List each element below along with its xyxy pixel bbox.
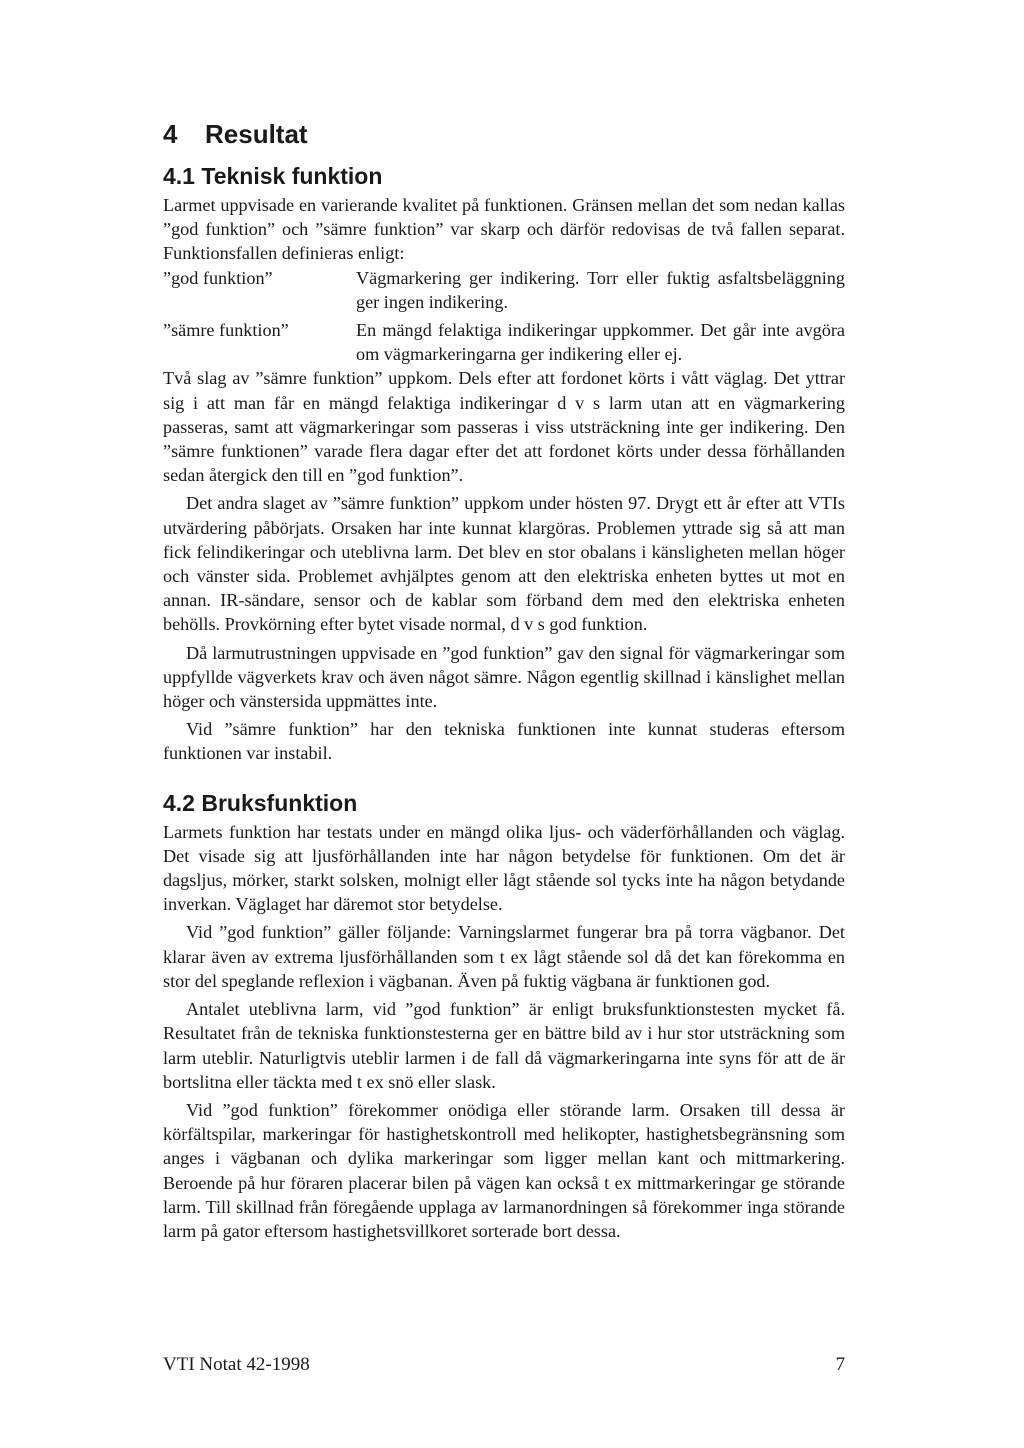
chapter-title: Resultat: [205, 119, 308, 149]
body-paragraph: Vid ”god funktion” förekommer onödiga eller störande larm. Orsaken till dessa är körfältspilar, markeringar för hastighetskontroll med helikopter, hastighetsbegränsning som anges i vägbanan och dylika markeringar som ligger mellan kant och mittmarkering. Beroende på hur föraren placerar bilen på vägen kan också t ex mittmarkeringar ge störande larm. Till skillnad från föregående upplaga av larmanordningen så förekommer inga störande larm på gator eftersom hastighetsvillkoret sorterade bort dessa.: [163, 1099, 845, 1241]
definition-item: [163, 266, 845, 314]
body-paragraph: Larmets funktion har testats under en mängd olika ljus- och väderförhållanden och väglag. Det visade sig att ljusförhållanden inte har någon betydelse för funktionen. Om det är dagsljus, mörker, starkt solsken, molnigt eller lågt stående sol tycks inte ha någon betydande inverkan. Väglaget har däremot stor betydelse.: [163, 821, 845, 915]
section-heading-4-2: 4.2 Bruksfunktion: [163, 789, 358, 816]
definition-term: ”god funktion”: [163, 267, 273, 288]
body-paragraph: Vid ”sämre funktion” har den tekniska funktionen inte kunnat studeras eftersom funktionen var instabil.: [163, 719, 845, 764]
definition-item: [163, 318, 845, 366]
page-number: 7: [835, 1354, 845, 1375]
chapter-heading: [163, 117, 845, 151]
definition-term: ”sämre funktion”: [163, 320, 289, 341]
page-footer: [163, 1352, 845, 1378]
page-content: [163, 117, 845, 1243]
body-paragraph: Vid ”god funktion” gäller följande: Varningslarmet fungerar bra på torra vägbanor. Det klarar även av extrema ljusförhållanden som t ex lågt stående sol då det kan förekomma en stor del speglande reflexion i vägbanan. Även på fuktig vägbana är funktionen god.: [163, 922, 845, 991]
body-paragraph: Då larmutrustningen uppvisade en ”god funktion” gav den signal för vägmarkeringar som uppfyllde vägverkets krav och även något sämre. Någon egentlig skillnad i känslighet mellan höger och vänstersida uppmättes inte.: [163, 642, 845, 712]
body-paragraph: Antalet uteblivna larm, vid ”god funktion” är enligt bruksfunktionstesten mycket få. Resultatet från de tekniska funktionstesterna ger en bättre bild av i hur stor utsträckning som larm uteblir. Naturligtvis uteblir larmen i de fall då vägmarkeringarna inte syns för att de är bortslitna eller täckta med t ex snö eller slask.: [163, 999, 845, 1092]
section-heading-4-1: 4.1 Teknisk funktion: [163, 163, 383, 189]
definition-list: [163, 266, 845, 367]
definition-description: En mängd felaktiga indikeringar uppkommer. Det går inte avgöra om vägmarkeringarna ger indikering eller ej.: [356, 320, 845, 365]
body-paragraph: Det andra slaget av ”sämre funktion” uppkom under hösten 97. Drygt ett år efter att VTIs utvärdering påbörjats. Orsaken har inte kunnat klargöras. Problemen yttrade sig så att man fick felindikeringar och uteblivna larm. Det blev en stor obalans i känsligheten mellan höger och vänster sida. Problemet avhjälptes genom att den elektriska enheten byttes ut mot en annan. IR-sändare, sensor och de kablar som förband dem med den elektriska enheten behölls. Provkörning efter bytet visade normal, d v s god funktion.: [163, 493, 845, 635]
chapter-number: 4: [163, 119, 178, 149]
definition-description: Vägmarkering ger indikering. Torr eller fuktig asfaltsbeläggning ger ingen indikering.: [356, 267, 845, 312]
footer-publication: VTI Notat 42-1998: [163, 1354, 310, 1375]
body-paragraph: Två slag av ”sämre funktion” uppkom. Dels efter att fordonet körts i vått väglag. Det yttrar sig i att man får en mängd felaktiga indikeringar d v s larm utan att en vägmarkering passeras, samt att vägmarkeringar som passeras i viss utsträckning inte ger indikering. Den ”sämre funktionen” varade flera dagar efter det att fordonet körts under dessa förhållanden sedan återgick den till en ”god funktion”.: [163, 368, 845, 486]
section-4-1-intro: Larmet uppvisade en varierande kvalitet på funktionen. Gränsen mellan det som nedan kallas ”god funktion” och ”sämre funktion” var skarp och därför redovisas de två fallen separat. Funktionsfallen definieras enligt:: [163, 195, 845, 264]
